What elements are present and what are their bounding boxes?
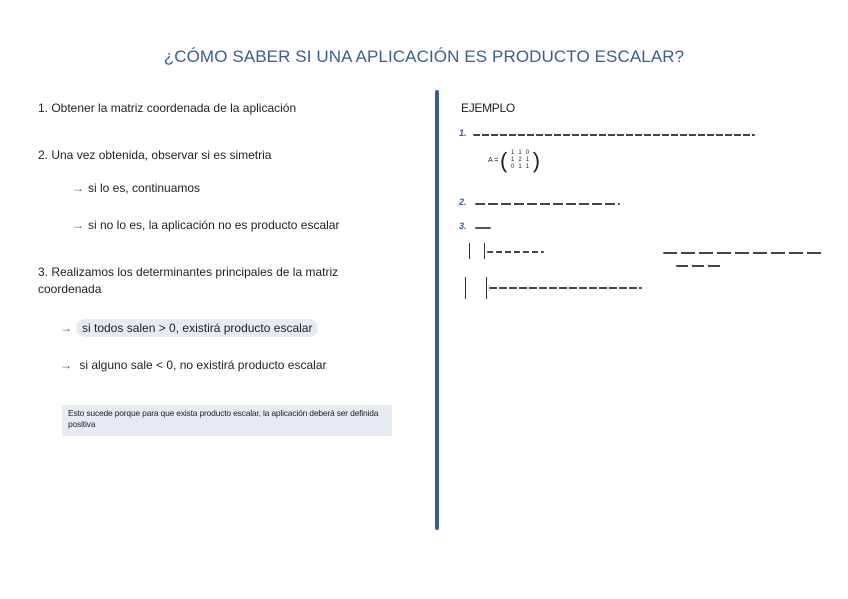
- matrix-cell: 1: [525, 157, 530, 163]
- handwritten-conclusion-line-2: [676, 265, 724, 267]
- step-2a: [72, 180, 200, 196]
- matrix-cell: 0: [525, 150, 530, 156]
- matrix-table: [509, 150, 531, 171]
- arrow-icon: →: [60, 321, 72, 335]
- matrix-label: A =: [488, 157, 499, 165]
- matrix-cell: 1: [511, 150, 515, 156]
- step-2b: [72, 217, 339, 233]
- example-step-1-number: 1.: [459, 128, 467, 138]
- example-step-2-number: 2.: [459, 197, 467, 207]
- handwritten-determinant-3x3: [465, 277, 487, 299]
- example-title: EJEMPLO: [461, 101, 515, 115]
- handwritten-short-line: [475, 227, 491, 229]
- example-step-3-number: 3.: [459, 221, 467, 231]
- step-2: 2. Una vez obtenida, observar si es simetria: [38, 148, 272, 162]
- step-2b-text: si no lo es, la aplicación no es producto escalar: [88, 218, 340, 232]
- matrix-cell: 1: [518, 150, 522, 156]
- page-title: ¿CÓMO SABER SI UNA APLICACIÓN ES PRODUCTO ESCALAR?: [163, 47, 685, 66]
- step-3b-text: si alguno sale < 0, no existirá producto escalar: [79, 358, 327, 372]
- arrow-icon: →: [72, 181, 84, 195]
- handwritten-formula-line: [473, 134, 755, 136]
- explanation-note: Esto sucede porque para que exista producto escalar, la aplicación deberá ser definida positiva: [62, 405, 392, 436]
- step-3: 3. Realizamos los determinantes principales de la matriz coordenada: [38, 265, 339, 296]
- matrix-cell: 1: [511, 157, 515, 163]
- handwritten-det3-result: [489, 287, 642, 289]
- handwritten-det2-result: [487, 251, 544, 253]
- handwritten-symmetry-line: [475, 203, 620, 205]
- column-divider: [435, 90, 439, 530]
- step-1: 1. Obtener la matriz coordenada de la aplicación: [38, 101, 297, 115]
- coordinate-matrix: A = ( 1 1 0 1 2 1 0 1 1 ): [488, 147, 541, 173]
- arrow-icon: →: [60, 358, 72, 372]
- handwritten-conclusion-line-1: [663, 252, 823, 254]
- matrix-cell: 2: [518, 157, 522, 163]
- step-2a-text: si lo es, continuamos: [88, 181, 201, 195]
- handwritten-determinant-2x2: [469, 243, 485, 259]
- matrix-cell: 1: [518, 164, 522, 170]
- step-3a: [60, 320, 318, 336]
- matrix-cell: 0: [511, 164, 515, 170]
- arrow-icon: →: [72, 218, 84, 232]
- matrix-cell: 1: [525, 164, 530, 170]
- step-3b: [60, 357, 327, 373]
- step-3a-text: si todos salen > 0, existirá producto escalar: [76, 319, 318, 337]
